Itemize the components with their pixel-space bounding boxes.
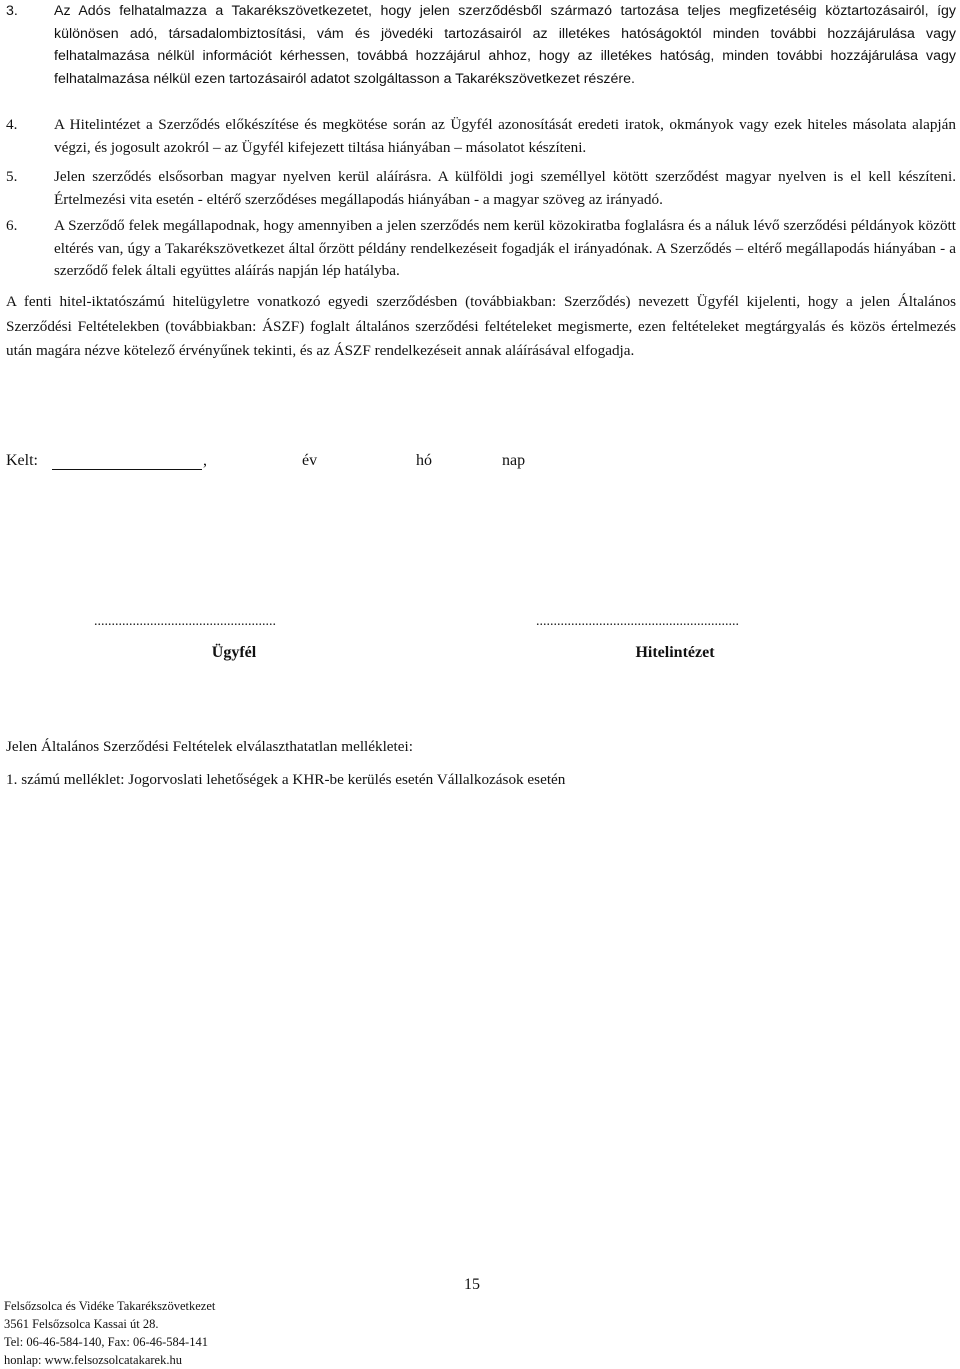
clause-6: [6, 215, 956, 283]
signature-label-client: Ügyfél: [211, 644, 257, 661]
declaration-paragraph: A fenti hitel-iktatószámú hitelügyletre vonatkozó egyedi szerződésben (továbbiakban: Szerződés) nevezett Ügyfél kijelenti, hogy a jelen Általános Szerződési Feltételekben (továbbiakban: ÁSZF) foglalt általános szerződési feltételeket megismerte, ezen feltételeket megtárgyalás és közös értelmezés után magára nézve kötelező érvényűnek tekinti, és az ÁSZF rendelkezéseit annak aláírásával elfogadja.: [6, 293, 956, 359]
date-month: hó: [416, 452, 432, 469]
clause-4: [6, 114, 956, 159]
footer-phone: Tel: 06-46-584-140, Fax: 06-46-584-141: [4, 1335, 208, 1349]
clause-number: 3.: [6, 3, 18, 19]
clause-3: [6, 0, 956, 90]
annex-intro: Jelen Általános Szerződési Feltételek elválaszthatatlan mellékletei:: [6, 738, 413, 755]
clause-number: 5.: [6, 168, 18, 185]
page-number: 15: [464, 1276, 480, 1293]
date-comma: ,: [203, 452, 207, 469]
footer-address: 3561 Felsőzsolca Kassai út 28.: [4, 1317, 159, 1331]
clause-5: [6, 166, 956, 211]
clause-text: A Hitelintézet a Szerződés előkészítése és megkötése során az Ügyfél azonosítását eredeti iratok, okmányok vagy ezek hiteles másolata alapján végzi, és jogosult azokról – az Ügyfél kifejezett tiltása hiányában – másolatot készíteni.: [54, 116, 956, 156]
footer: [4, 1297, 215, 1369]
date-day: nap: [502, 452, 526, 469]
signature-label-bank: Hitelintézet: [635, 644, 715, 661]
clause-text: Jelen szerződés elsősorban magyar nyelven kerül aláírásra. A külföldi jogi személlyel kötött szerződést magyar nyelven is el kell készíteni. Értelmezési vita esetén - eltérő szerződéses megállapodás hiányában - a magyar szöveg az irányadó.: [54, 168, 956, 208]
date-year: év: [302, 452, 318, 469]
clause-text: Az Adós felhatalmazza a Takarékszövetkezetet, hogy jelen szerződésből származó tartozása teljes megfizetéséig köztartozásairól, így különösen adó, társadalombiztosítási, vám és jövedéki tartozásairól az illetékes hatóságoktól minden további hozzájárulása vagy felhatalmazása nélkül információt kérhessen, továbbá hozzájárul ahhoz, hogy az illetékes hatóság, minden további hozzájárulása vagy felhatalmazása nélkül ezen tartozásairól adatot szolgáltasson a Takarékszövetkezet részére.: [54, 3, 956, 87]
date-blank-line: [52, 469, 202, 470]
clause-number: 6.: [6, 217, 18, 234]
footer-company: Felsőzsolca és Vidéke Takarékszövetkezet: [4, 1299, 216, 1313]
date-line: [6, 452, 566, 476]
clause-text: A Szerződő felek megállapodnak, hogy amennyiben a jelen szerződés nem kerül közokiratba foglalásra és a náluk lévő szerződési példányok között eltérés van, úgy a Takarékszövetkezet által őrzött példány rendelkezéseit fogadják el irányadónak. A Szerződés – eltérő megállapodás hiányában - a szerződő felek általi együttes aláírás napján lép hatályba.: [54, 217, 956, 279]
date-label: Kelt:: [6, 452, 38, 469]
annex-item: 1. számú melléklet: Jogorvoslati lehetőségek a KHR-be kerülés esetén Vállalkozások esetén: [6, 771, 566, 788]
signature-line-client: ....................................................: [94, 614, 276, 629]
signature-line-bank: ..........................................................: [536, 614, 739, 629]
clause-number: 4.: [6, 116, 18, 133]
footer-website: honlap: www.felsozsolcatakarek.hu: [4, 1353, 182, 1367]
